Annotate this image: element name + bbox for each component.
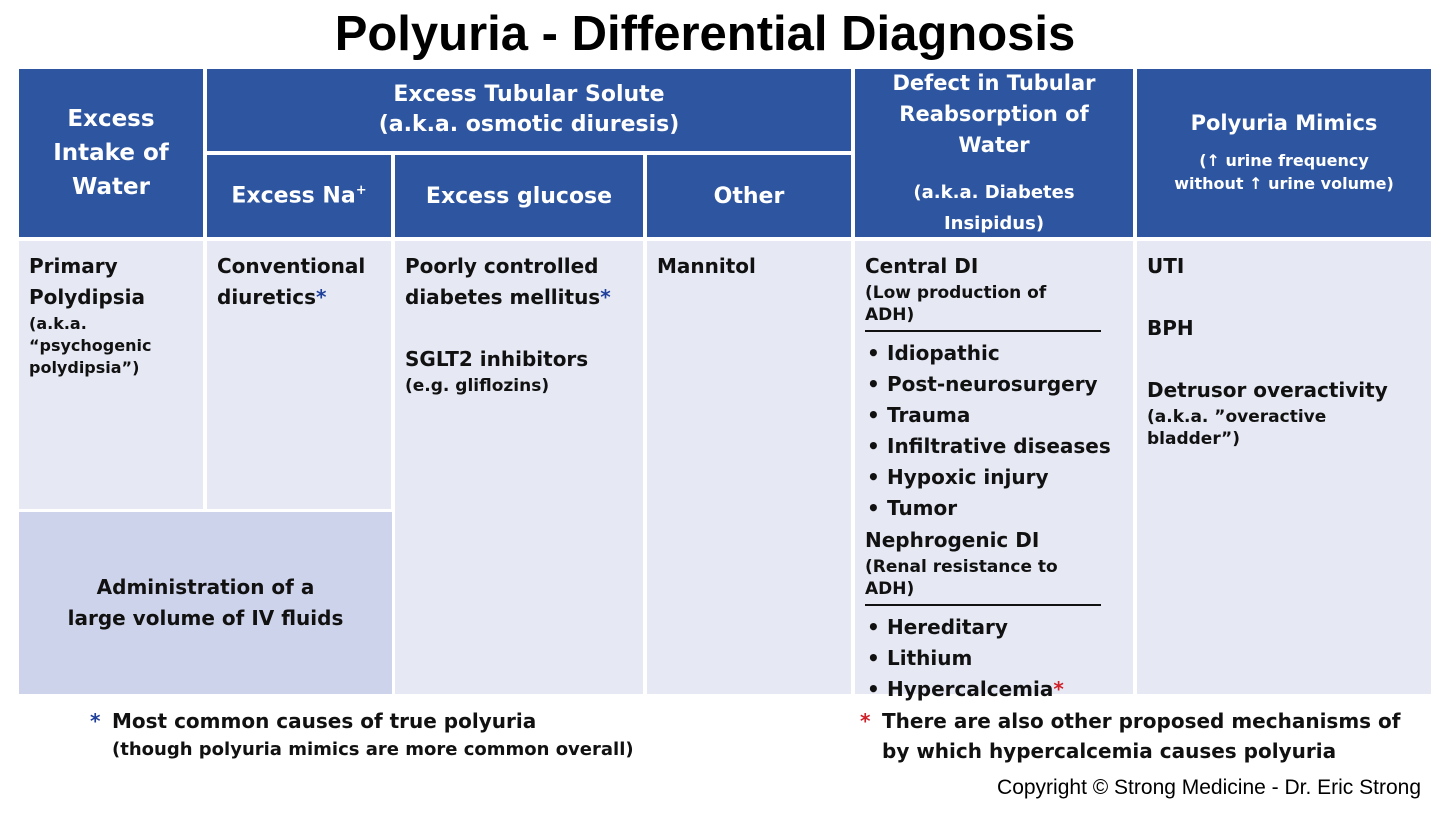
cell-mimics (1137, 241, 1431, 694)
iv-fluids-line1: Administration of a (96, 575, 315, 599)
header-mimics-sub2: without ↑ urine volume) (1174, 174, 1394, 193)
footnote-blue-line1: Most common causes of true polyuria (112, 709, 537, 733)
list-item: • Tumor (865, 493, 1123, 524)
central-di-title: Central DI (865, 254, 979, 278)
mimic-uti: UTI (1147, 254, 1185, 278)
mimic-bph: BPH (1147, 316, 1194, 340)
header-excess-solute-label: Excess Tubular Solute (393, 82, 665, 107)
footnote-red-line2: by which hypercalcemia causes polyuria (882, 739, 1337, 763)
sglt2-sub: (e.g. gliflozins) (405, 376, 550, 396)
central-di-list (865, 338, 1123, 524)
footnote-blue (90, 706, 634, 764)
header-excess-intake (19, 69, 203, 237)
mimic-detrusor: Detrusor overactivity (1147, 378, 1388, 402)
page-title: Polyuria - Differential Diagnosis (334, 7, 1076, 61)
diabetes-line1: Poorly controlled (405, 254, 599, 278)
conventional-diuretics-line2: diuretics* (217, 285, 327, 309)
header-excess-na-label: Excess Na+ (231, 183, 367, 209)
footnote-blue-star: * (90, 709, 101, 733)
footnote-blue-line2: (though polyuria mimics are more common overall) (112, 739, 634, 760)
footnote-red-line1: There are also other proposed mechanisms of (882, 709, 1401, 733)
nephrogenic-di-title: Nephrogenic DI (865, 528, 1040, 552)
header-mimics (1137, 69, 1431, 237)
copyright: Copyright © Strong Medicine - Dr. Eric Strong (997, 776, 1421, 799)
header-defect-label: Defect in Tubular Reabsorption of Water (892, 70, 1096, 157)
cell-defect (855, 241, 1133, 701)
cell-excess-glucose (395, 241, 643, 694)
list-item: • Infiltrative diseases (865, 431, 1123, 462)
list-item: • Hypercalcemia* (865, 674, 1123, 705)
header-other-label: Other (713, 183, 785, 209)
diabetes-line2: diabetes mellitus* (405, 285, 611, 309)
header-excess-glucose (395, 155, 643, 237)
list-item: • Idiopathic (865, 338, 1123, 369)
header-other (647, 155, 851, 237)
nephrogenic-di-sub: (Renal resistance to ADH) (865, 556, 1101, 606)
header-excess-glucose-label: Excess glucose (425, 183, 613, 209)
nephrogenic-di-list (865, 612, 1123, 705)
footnote-red-star: * (860, 709, 871, 733)
cell-excess-intake (19, 241, 203, 509)
header-excess-na (207, 155, 391, 237)
header-mimics-sub1: (↑ urine frequency (1199, 151, 1369, 170)
cell-other (647, 241, 851, 694)
footnote-red (860, 706, 1400, 766)
header-defect (855, 69, 1133, 237)
header-excess-solute-sub: (a.k.a. osmotic diuresis) (378, 112, 680, 137)
central-di-sub: (Low production of ADH) (865, 282, 1101, 332)
cell-excess-na (207, 241, 391, 509)
primary-polydipsia-line2: Polydipsia (29, 285, 146, 309)
header-defect-sub: (a.k.a. Diabetes Insipidus) (913, 181, 1075, 234)
sglt2-inhibitors: SGLT2 inhibitors (405, 347, 589, 371)
list-item: • Post-neurosurgery (865, 369, 1123, 400)
list-item: • Lithium (865, 643, 1123, 674)
primary-polydipsia-sub: (a.k.a. “psychogenic polydipsia”) (29, 314, 152, 377)
conventional-diuretics-line1: Conventional (217, 254, 366, 278)
header-excess-solute (207, 69, 851, 151)
header-mimics-label: Polyuria Mimics (1190, 111, 1378, 135)
header-excess-intake-label: Excess Intake of Water (53, 106, 169, 200)
cell-iv-fluids (19, 512, 392, 694)
list-item: • Hypoxic injury (865, 462, 1123, 493)
mimic-detrusor-sub: (a.k.a. ”overactive bladder”) (1147, 407, 1327, 449)
iv-fluids-line2: large volume of IV fluids (67, 606, 344, 630)
list-item: • Trauma (865, 400, 1123, 431)
list-item: • Hereditary (865, 612, 1123, 643)
primary-polydipsia-line1: Primary (29, 254, 118, 278)
mannitol: Mannitol (657, 254, 756, 278)
